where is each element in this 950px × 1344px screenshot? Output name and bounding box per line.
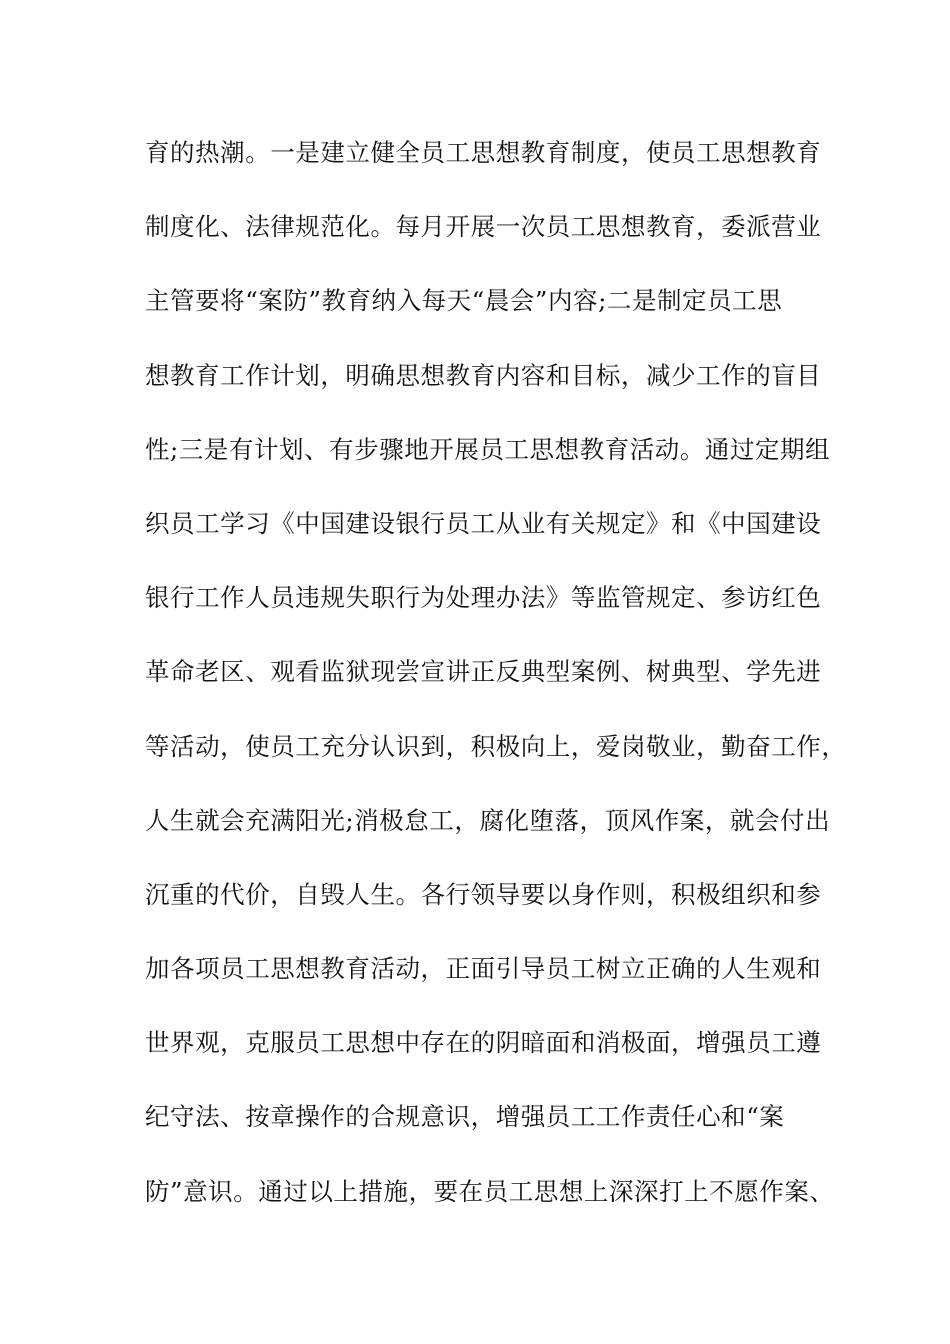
text-line: 人生就会充满阳光;消极怠工，腐化堕落，顶风作案，就会付出 — [145, 805, 831, 835]
text-line: 等活动，使员工充分认识到，积极向上，爱岗敬业，勤奋工作， — [145, 731, 847, 761]
text-line: 性;三是有计划、有步骤地开展员工思想教育活动。通过定期组 — [145, 434, 831, 464]
text-line: 防”意识。通过以上措施，要在员工思想上深深打上不愿作案、 — [145, 1176, 835, 1206]
text-line: 育的热潮。一是建立健全员工思想教育制度，使员工思想教育 — [145, 138, 822, 167]
text-line: 世界观，克服员工思想中存在的阴暗面和消极面，增强员工遵 — [145, 1028, 822, 1058]
text-line: 加各项员工思想教育活动，正面引导员工树立正确的人生观和 — [145, 954, 822, 984]
text-line: 银行工作人员违规失职行为处理办法》等监管规定、参访红色 — [145, 583, 822, 613]
text-line: 制度化、法律规范化。每月开展一次员工思想教育，委派营业 — [145, 212, 822, 242]
text-line: 革命老区、观看监狱现尝宣讲正反典型案例、树典型、学先进 — [145, 657, 822, 687]
text-line: 纪守法、按章操作的合规意识，增强员工工作责任心和“案 — [145, 1102, 785, 1132]
text-line: 沉重的代价，自毁人生。各行领导要以身作则，积极组织和参 — [145, 879, 822, 909]
text-line: 想教育工作计划，明确思想教育内容和目标，减少工作的盲目 — [145, 360, 822, 390]
text-line: 织员工学习《中国建设银行员工从业有关规定》和《中国建设 — [145, 508, 822, 538]
body-paragraph — [145, 131, 847, 1244]
text-line: 主管要将“案防”教育纳入每天“晨会”内容;二是制定员工思 — [145, 286, 783, 316]
